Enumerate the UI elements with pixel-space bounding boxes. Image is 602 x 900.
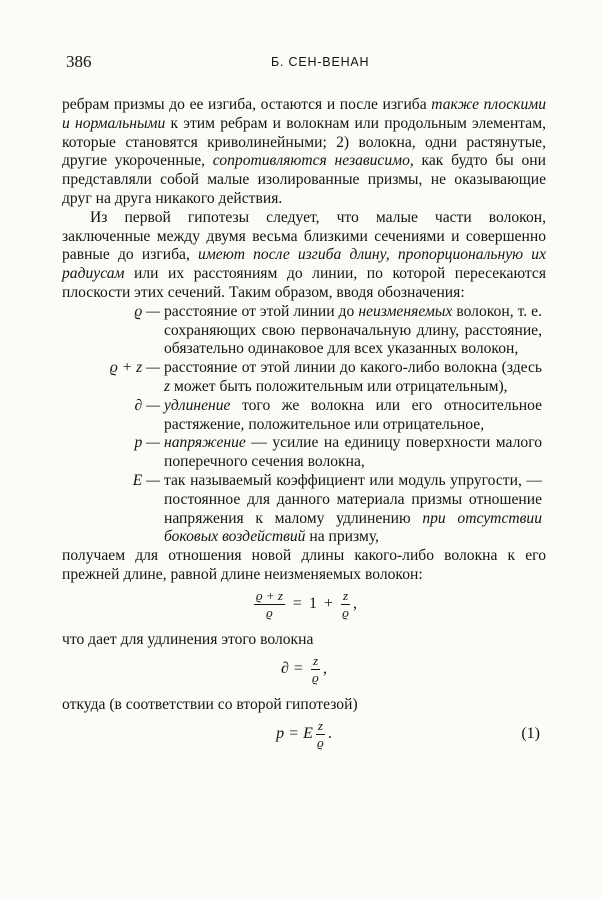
text-run: , как будто бы они представляли собой малые изолированные призмы, не оказывающие друг на друга никакого действия. (62, 152, 546, 207)
notation-definition: напряжение — усилие на единицу поверхности малого поперечного сечения волокна, (164, 434, 542, 471)
text-run: к этим ребрам и волокнам или продольным элементам, которые становятся криволинейными; 2) волокна, одни растянутые, другие укороченные, (62, 114, 546, 170)
equation-number: (1) (521, 724, 540, 742)
text-run: ребрам призмы до ее изгиба, остаются и после изгиба (62, 96, 432, 113)
notation-symbol: ϱ + z — (109, 359, 160, 377)
notation-item (62, 303, 546, 359)
fraction: $\frac{z}{ϱ}$ (317, 717, 324, 750)
running-head: Б. СЕН-ВЕНАН (271, 55, 370, 69)
formula-length-ratio: $\frac{ϱ + z}{ϱ}$ = 1 + $\frac{z}{ϱ}$ , (255, 588, 358, 621)
notation-definition: расстояние от этой линии до какого-либо волокна (здесь z может быть положительным или отрицательным), (164, 359, 542, 395)
fraction: $\frac{z}{ϱ}$ (312, 653, 319, 686)
emphasis: имеют после изгиба длину, пропорциональную их радиусам (62, 246, 546, 283)
notation-item (62, 359, 546, 397)
paragraph-first-hypothesis (62, 209, 546, 303)
notation-symbol: E — (132, 471, 160, 489)
page-header (66, 52, 546, 74)
paragraph-ratio: получаем для отношения новой длины какого-либо волокна к его прежней длине, равной длине неизменяемых волокон: (62, 547, 546, 583)
notation-definition: расстояние от этой линии до неизменяемых волокон, т. е. сохраняющих свою первоначальную длину, расстояние, обязательно одинаковое для всех указанных волокон, (164, 302, 542, 358)
notation-symbol: ϱ — (134, 302, 160, 320)
notation-item (62, 434, 546, 472)
page-body (62, 96, 546, 754)
formula-stress: p = E $\frac{z}{ϱ}$ . (1) (276, 717, 540, 750)
notation-definition: удлинение того же волокна или его относительное растяжение, положительное или отрицательное, (164, 396, 542, 433)
notation-list (62, 303, 546, 547)
page-number: 386 (66, 52, 92, 71)
fraction: $\frac{ϱ + z}{ϱ}$ (255, 588, 283, 621)
emphasis: также плоскими и нормальными (62, 96, 546, 132)
fraction: $\frac{z}{ϱ}$ (342, 588, 349, 621)
notation-item (62, 397, 546, 435)
text-run: Из первой гипотезы следует, что малые части волокон, заключенные между двумя весьма близкими сечениями и совершенно равные до изгиба, (62, 208, 546, 264)
notation-symbol: ∂ — (134, 396, 160, 414)
text-second-hypothesis: откуда (в соответствии со второй гипотезой) (62, 695, 358, 713)
paragraph-hypotheses (62, 96, 546, 209)
text-run: или их расстояниям до линии, по которой пересекаются плоскости этих сечений. Таким образом, вводя обозначения: (62, 265, 546, 301)
formula-elongation: ∂ = $\frac{z}{ϱ}$ , (281, 653, 327, 686)
text-elongation: что дает для удлинения этого волокна (62, 630, 314, 648)
notation-definition: так называемый коэффициент или модуль упругости, — постоянное для данного материала призмы отношение напряжения к малому удлинению при отсутствии боковых воздействий на призму, (164, 471, 542, 546)
notation-symbol: p — (134, 434, 160, 452)
emphasis: сопротивляются независимо (212, 152, 410, 170)
notation-item (62, 472, 546, 547)
